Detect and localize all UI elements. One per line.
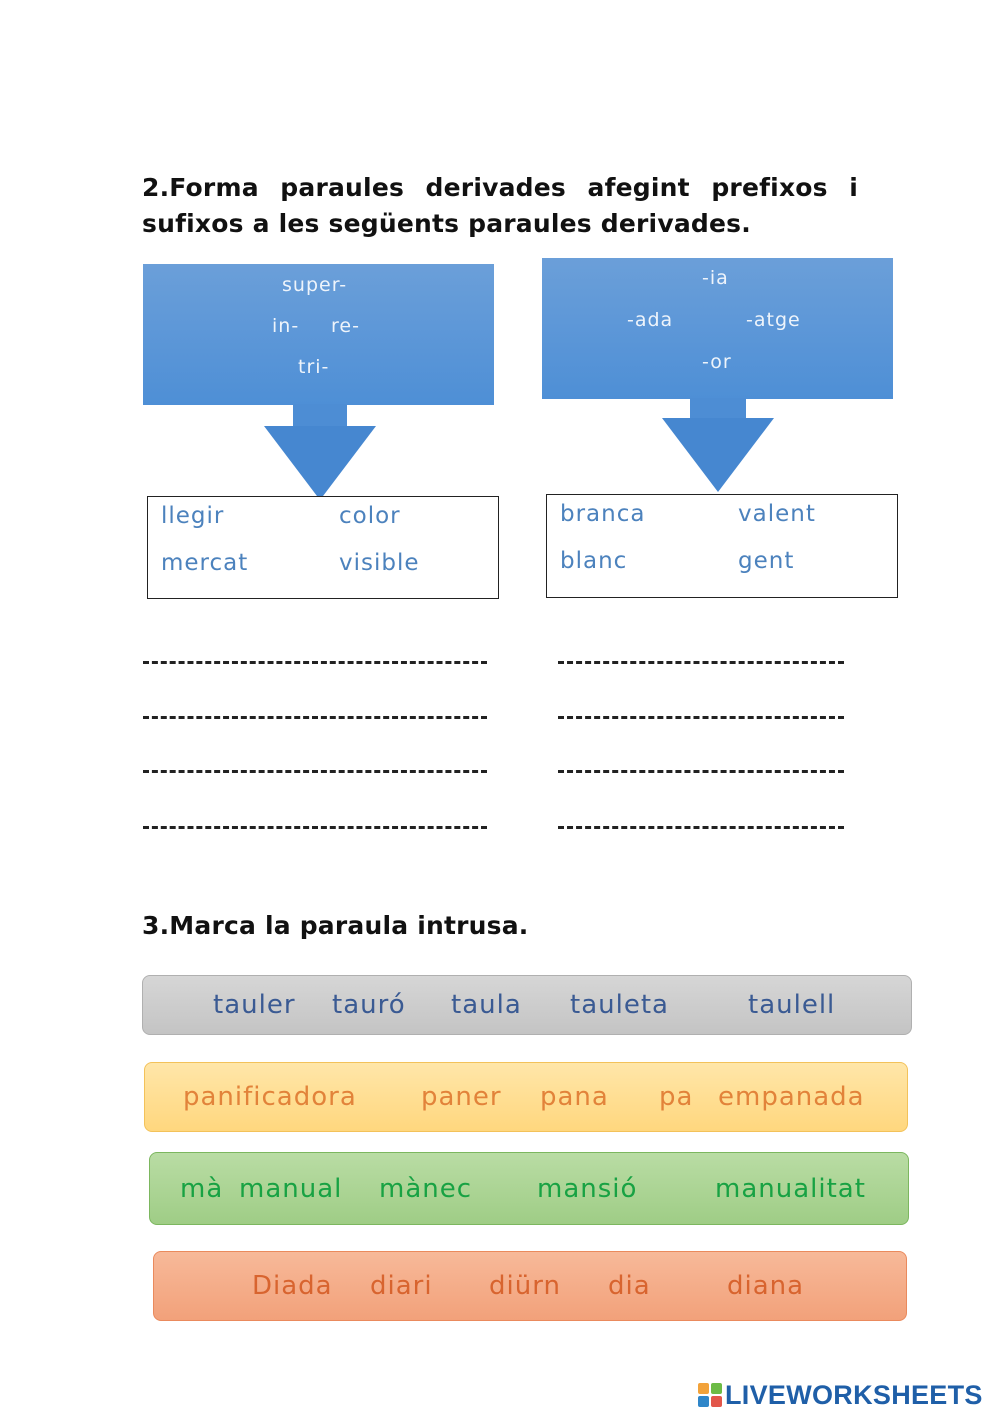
prefix-super: super- (282, 274, 348, 296)
answer-line[interactable] (558, 770, 844, 773)
exercise-3-title: 3.Marca la paraula intrusa. (142, 911, 529, 940)
liveworksheets-logo-icon (698, 1383, 722, 1407)
word-option[interactable]: diari (370, 1271, 433, 1301)
prefix-in: in- (272, 315, 300, 337)
word-option[interactable]: pa (659, 1082, 694, 1112)
word-option[interactable]: taula (451, 990, 522, 1020)
logo-tile (698, 1396, 709, 1407)
liveworksheets-brand[interactable] (698, 1378, 983, 1412)
word-option[interactable]: dia (608, 1271, 651, 1301)
answer-line[interactable] (558, 716, 844, 719)
answer-line[interactable] (143, 661, 487, 664)
word-row-4 (153, 1251, 907, 1321)
word-option[interactable]: paner (421, 1082, 502, 1112)
answer-line[interactable] (143, 770, 487, 773)
left-word-box (147, 496, 499, 599)
word-row-3 (149, 1152, 909, 1225)
logo-tile (711, 1383, 722, 1394)
word-mercat: mercat (161, 550, 249, 576)
word-option[interactable]: manual (239, 1173, 343, 1204)
word-valent: valent (738, 501, 816, 527)
word-llegir: llegir (161, 503, 225, 529)
answer-line[interactable] (558, 661, 844, 664)
prefix-tri: tri- (298, 356, 330, 378)
word-option[interactable]: pana (540, 1082, 609, 1112)
word-option[interactable]: panificadora (183, 1082, 357, 1112)
word-visible: visible (339, 550, 420, 576)
answer-line[interactable] (558, 826, 844, 829)
answer-line[interactable] (143, 826, 487, 829)
answer-line[interactable] (143, 716, 487, 719)
word-option[interactable]: tauró (332, 990, 406, 1020)
word-row-2 (144, 1062, 908, 1132)
word-option[interactable]: manualitat (715, 1173, 866, 1204)
word-gent: gent (738, 548, 795, 574)
word-option[interactable]: empanada (718, 1082, 865, 1112)
brand-wordmark: LIVEWORKSHEETS (725, 1379, 983, 1410)
word-color: color (339, 503, 401, 529)
word-option[interactable]: diürn (489, 1271, 561, 1301)
word-branca: branca (560, 501, 646, 527)
exercise-2-title: 2.Forma paraules derivades afegint prefixos i sufixos a les següents paraules derivades. (142, 173, 858, 238)
prefix-re: re- (331, 315, 360, 337)
word-option[interactable]: mànec (379, 1173, 473, 1204)
suffix-or: -or (702, 351, 732, 373)
suffix-callout (542, 258, 894, 478)
word-row-1 (142, 975, 912, 1035)
suffix-atge: -atge (746, 309, 801, 331)
word-option[interactable]: tauleta (570, 990, 669, 1020)
word-option[interactable]: tauler (213, 990, 296, 1020)
word-option[interactable]: taulell (748, 990, 836, 1020)
prefix-callout (143, 264, 495, 484)
right-word-box (546, 494, 898, 598)
logo-tile (711, 1396, 722, 1407)
word-option[interactable]: diana (727, 1271, 805, 1301)
logo-tile (698, 1383, 709, 1394)
word-option[interactable]: mà (180, 1173, 224, 1204)
word-blanc: blanc (560, 548, 628, 574)
suffix-ia: -ia (702, 267, 729, 289)
word-option[interactable]: mansió (537, 1173, 638, 1204)
word-option[interactable]: Diada (252, 1271, 333, 1301)
suffix-ada: -ada (627, 309, 674, 331)
